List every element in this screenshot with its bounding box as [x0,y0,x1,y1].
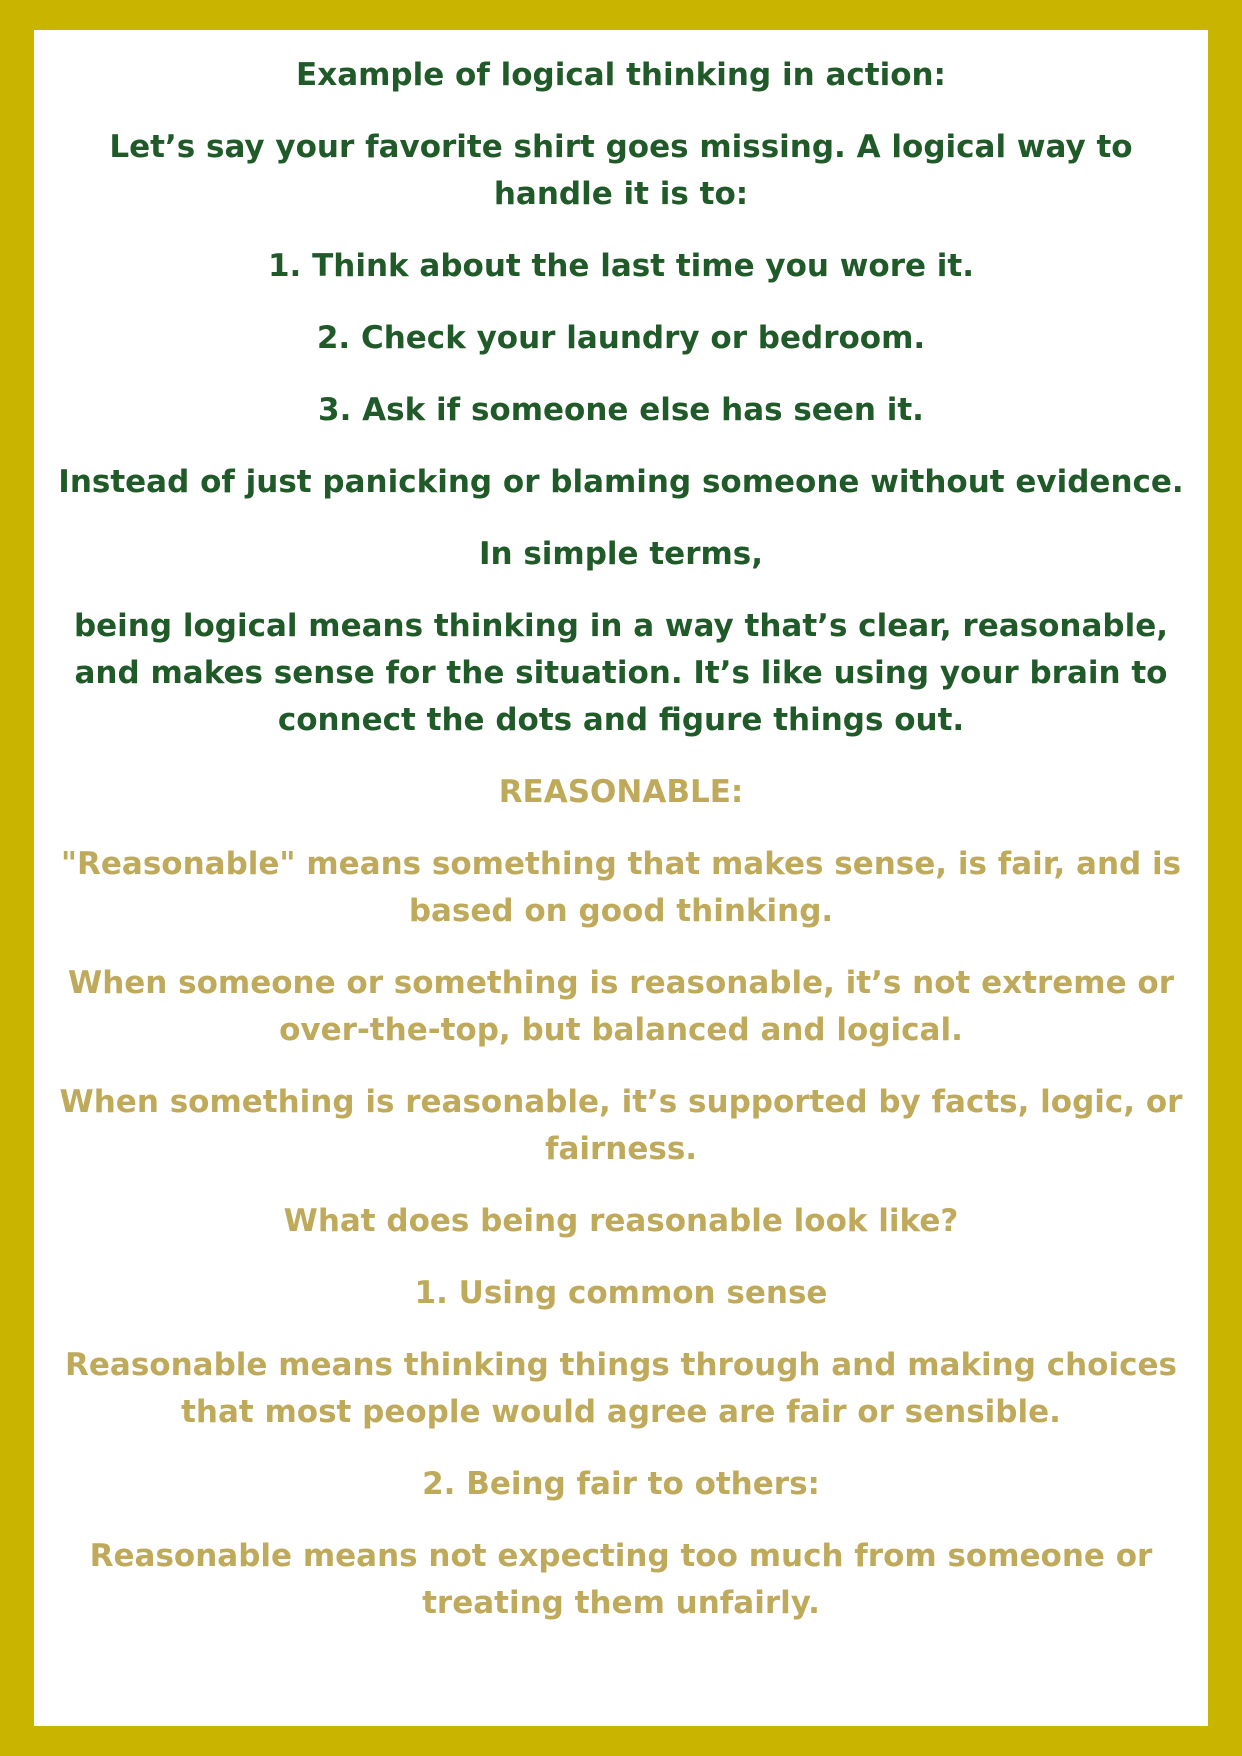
reasonable-definition: "Reasonable" means something that makes sense, is fair, and is based on good thinking. [60,846,1182,929]
reasonable-balanced: When someone or something is reasonable, it’s not extreme or over-the-top, but balanced and logical. [68,965,1174,1048]
logic-step-1: 1. Think about the last time you wore it. [267,248,975,284]
reasonable-question: What does being reasonable look like? [283,1203,959,1239]
logic-contrast: Instead of just panicking or blaming someone without evidence. [58,464,1184,500]
reasonable-point-1-title: 1. Using common sense [414,1275,828,1311]
logic-summary-lead: In simple terms, [478,536,764,572]
logic-step-3: 3. Ask if someone else has seen it. [318,392,924,428]
logic-example-heading: Example of logical thinking in action: [296,57,946,93]
logic-summary: being logical means thinking in a way that’s clear, reasonable, and makes sense for the situation. It’s like using your brain to connect the dots and figure things out. [73,608,1169,738]
logic-example-intro: Let’s say your favorite shirt goes missing. A logical way to handle it is to: [109,129,1133,212]
reasonable-point-2-title: 2. Being fair to others: [422,1466,820,1502]
reasonable-point-1-text: Reasonable means thinking things through and making choices that most people would agree are fair or sensible. [65,1347,1177,1430]
document-page [34,30,1208,1726]
logic-step-2: 2. Check your laundry or bedroom. [316,320,926,356]
reasonable-heading: REASONABLE: [498,774,744,810]
reasonable-supported: When something is reasonable, it’s supported by facts, logic, or fairness. [59,1084,1183,1167]
reasonable-point-2-text: Reasonable means not expecting too much from someone or treating them unfairly. [89,1538,1153,1621]
